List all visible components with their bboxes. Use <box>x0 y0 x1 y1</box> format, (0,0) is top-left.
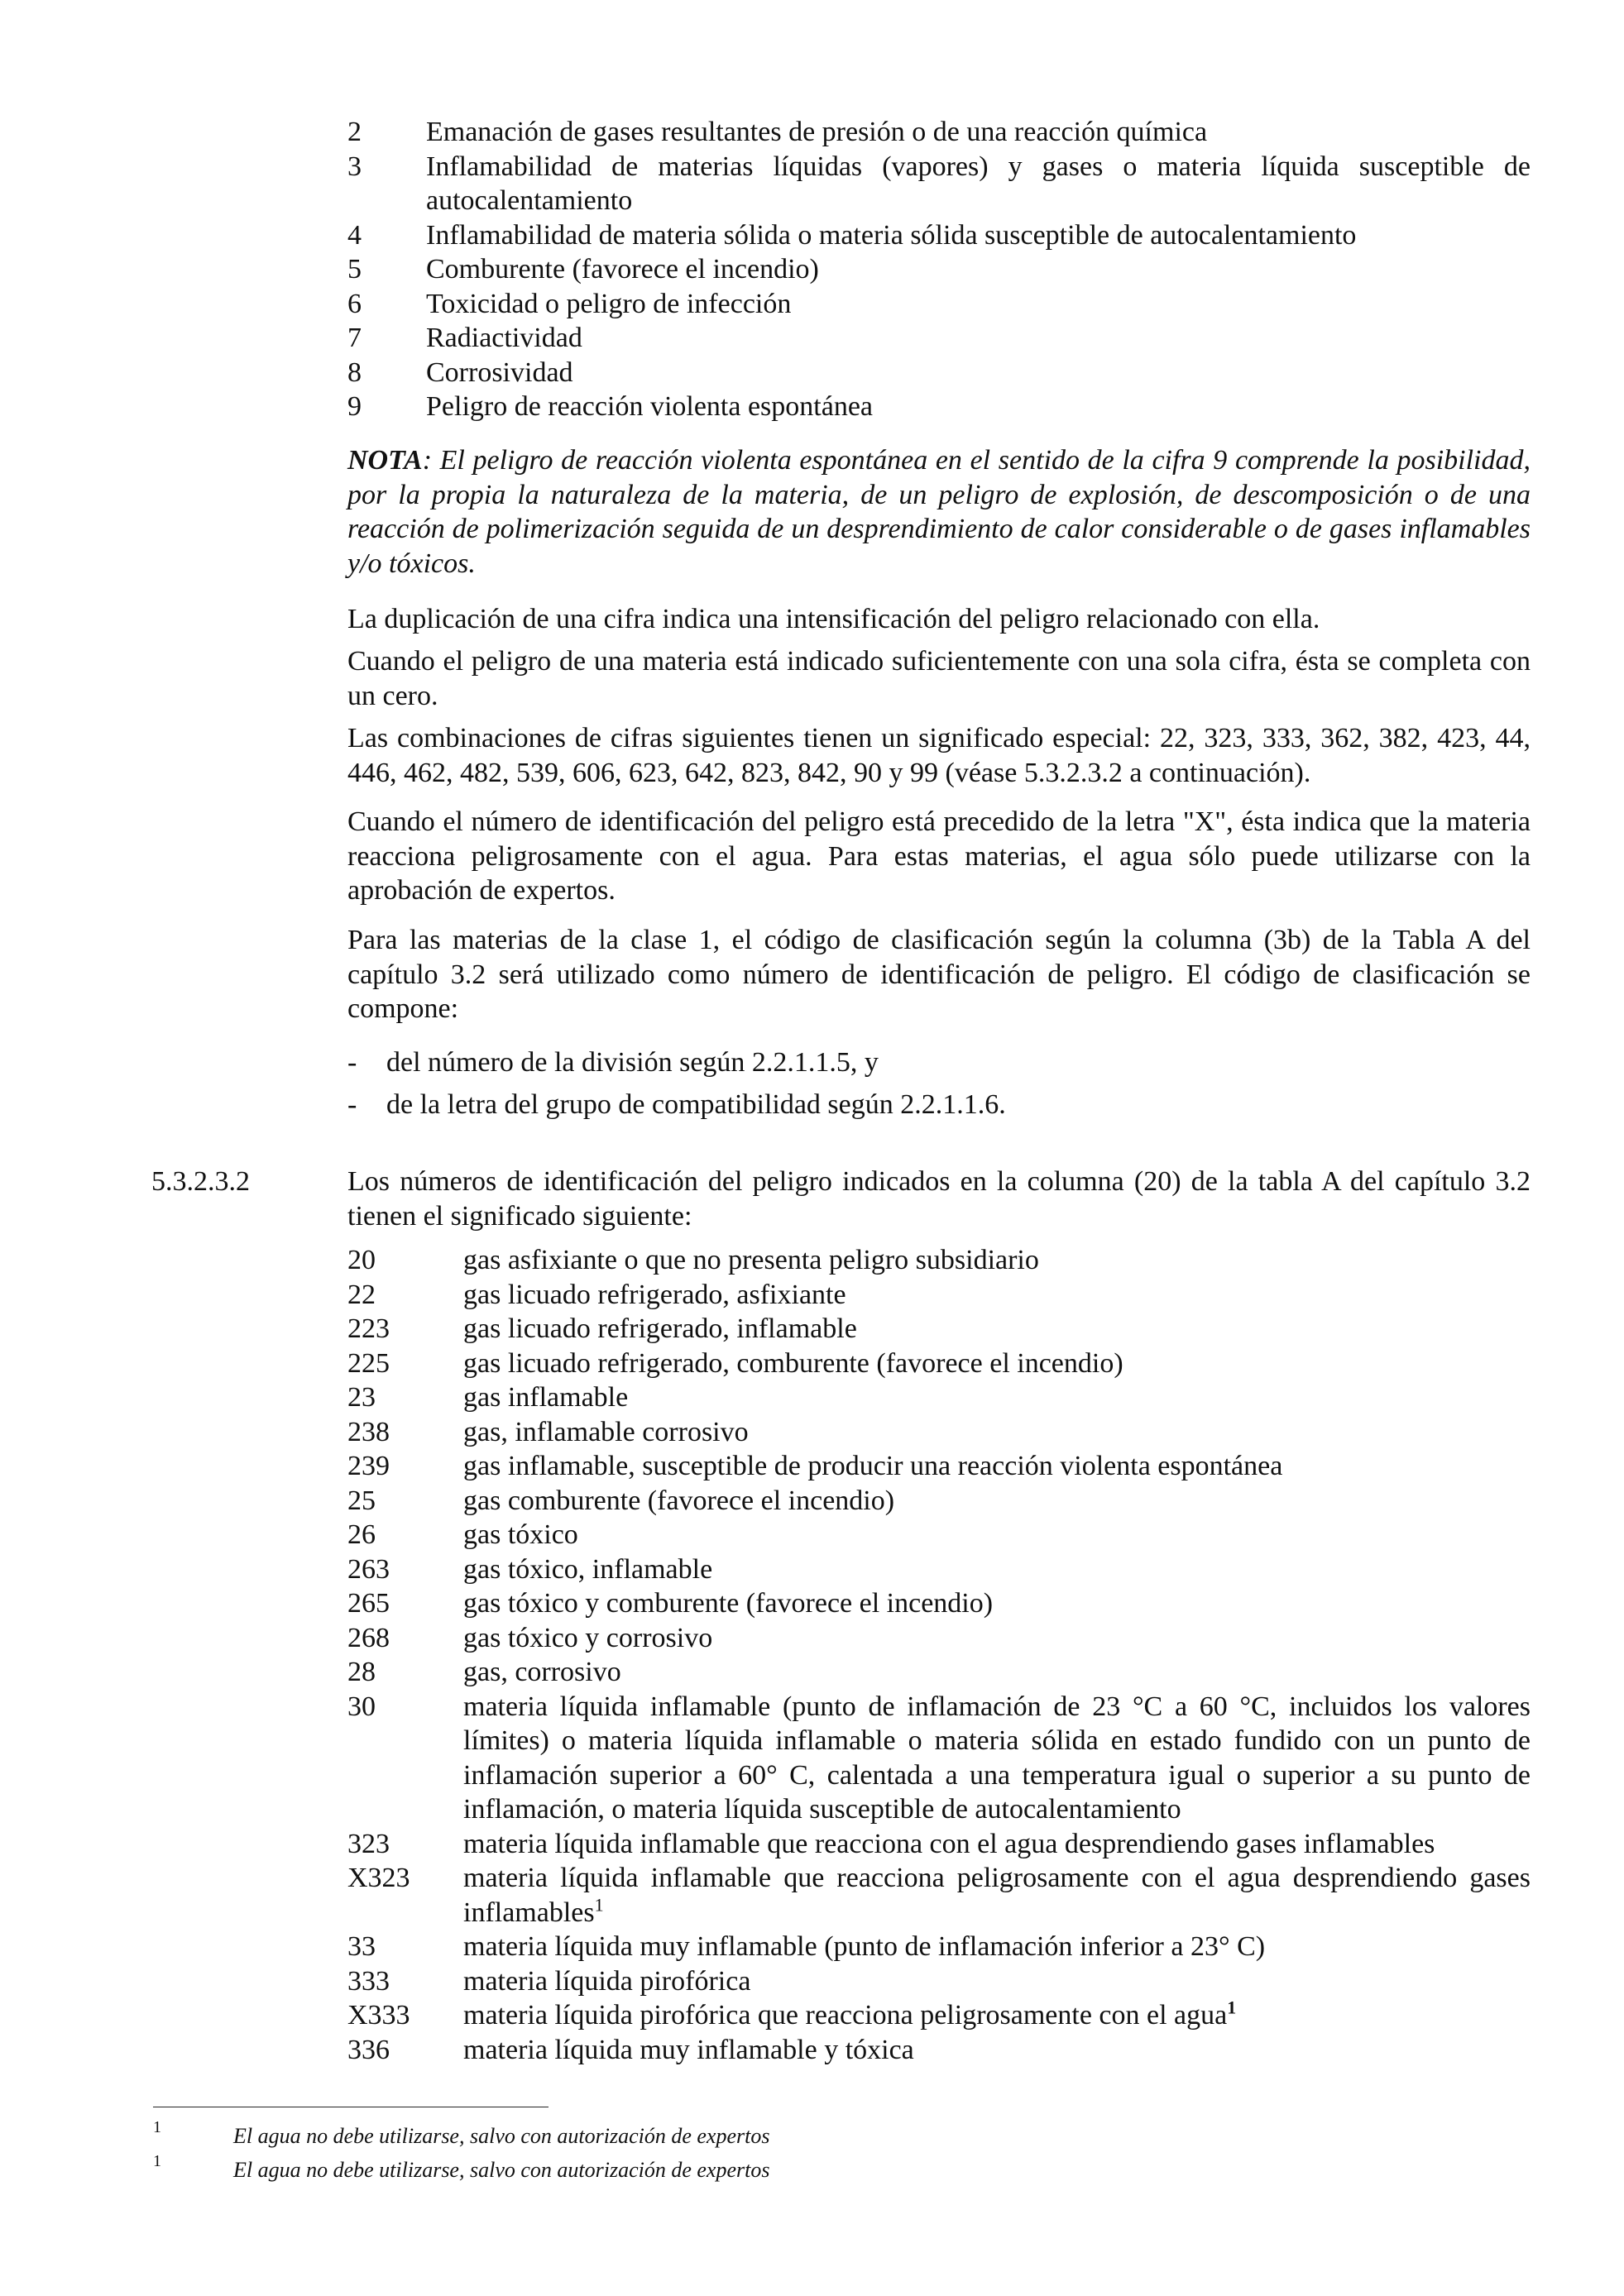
hazard-description <box>463 1861 1531 1930</box>
hazard-code: 333 <box>347 1965 390 1997</box>
hazard-code: 223 <box>347 1313 390 1344</box>
table-row <box>347 1449 1531 1484</box>
paragraph-class-1: Para las materias de la clase 1, el código de clasificación según la columna (3b) de la Tabla A del capítulo 3.2 será utilizado como número de identificación de peligro. El código de clasificación se compone: <box>347 925 1531 1024</box>
hazard-description: gas licuado refrigerado, comburente (favorece el incendio) <box>463 1347 1123 1379</box>
table-row <box>347 1998 1531 2033</box>
dash-list <box>347 1045 1531 1122</box>
list-item <box>347 1045 1531 1080</box>
note-label: NOTA <box>347 445 423 476</box>
table-row <box>347 1243 1531 1278</box>
table-row <box>347 1415 1531 1450</box>
item-text: Comburente (favorece el incendio) <box>426 254 819 285</box>
hazard-code: 26 <box>347 1519 376 1550</box>
hazard-description: gas tóxico <box>463 1519 578 1550</box>
table-row <box>347 1380 1531 1415</box>
hazard-code: 33 <box>347 1931 376 1962</box>
description-text: materia líquida inflamable que reacciona peligrosamente con el agua desprendiendo gases inflamables <box>463 1863 1531 1928</box>
hazard-code: 268 <box>347 1622 390 1653</box>
table-row <box>347 1518 1531 1552</box>
item-text: del número de la división según 2.2.1.1.5, y <box>386 1047 879 1078</box>
table-row <box>347 1347 1531 1381</box>
hazard-description: gas, corrosivo <box>463 1657 621 1687</box>
section-intro: Los números de identificación del peligro indicados en la columna (20) de la tabla A del capítulo 3.2 tienen el significado siguiente: <box>347 1166 1531 1232</box>
hazard-code: X323 <box>347 1863 410 1893</box>
hazard-description <box>463 1998 1531 2033</box>
hazard-digit-list <box>347 115 1531 424</box>
hazard-description: gas licuado refrigerado, inflamable <box>463 1313 857 1344</box>
list-item <box>347 218 1531 253</box>
item-text: Inflamabilidad de materia sólida o materia sólida susceptible de autocalentamiento <box>426 219 1357 251</box>
paragraph-duplication: La duplicación de una cifra indica una intensificación del peligro relacionado con ella. <box>347 604 1320 634</box>
item-text: Peligro de reacción violenta espontánea <box>426 391 873 422</box>
table-row <box>347 1312 1531 1347</box>
hazard-code: 23 <box>347 1382 376 1413</box>
item-text: de la letra del grupo de compatibilidad según 2.2.1.1.6. <box>386 1088 1006 1120</box>
hazard-description: gas, inflamable corrosivo <box>463 1416 749 1447</box>
hazard-code: 22 <box>347 1279 376 1310</box>
note-text: : El peligro de reacción violenta espontánea en el sentido de la cifra 9 comprende la posibilidad, por la propia la naturaleza de la materia, de un peligro de explosión, de descomposición o de una reacción de polimerización seguida de un desprendimiento de calor considerable o de gases inflamables y/o tóxicos. <box>347 445 1531 579</box>
description-text: materia líquida pirofórica que reacciona peligrosamente con el agua <box>463 2000 1228 2031</box>
hazard-code-list <box>347 1243 1531 2067</box>
hazard-code: 28 <box>347 1657 376 1687</box>
hazard-description: gas licuado refrigerado, asfixiante <box>463 1279 846 1310</box>
item-number: 9 <box>347 391 362 422</box>
hazard-code: X333 <box>347 2000 410 2031</box>
table-row <box>347 1278 1531 1313</box>
table-row <box>347 1621 1531 1656</box>
footnote-mark: 1 <box>153 2152 161 2170</box>
hazard-description: gas inflamable <box>463 1382 629 1413</box>
table-row <box>347 1930 1531 1964</box>
hazard-code: 20 <box>347 1245 376 1275</box>
table-row <box>347 1484 1531 1519</box>
hazard-code: 30 <box>347 1691 376 1722</box>
hazard-code: 263 <box>347 1553 390 1585</box>
hazard-code: 239 <box>347 1451 390 1481</box>
list-item <box>347 356 1531 390</box>
table-row <box>347 2033 1531 2068</box>
section-number: 5.3.2.3.2 <box>151 1166 250 1197</box>
item-number: 4 <box>347 219 362 251</box>
paragraph-combinations: Las combinaciones de cifras siguientes tienen un significado especial: 22, 323, 333, 362, 382, 423, 44, 446, 462, 482, 539, 606, 623, 642, 823, 842, 90 y 99 (véase 5.3.2.3.2 a continuación). <box>347 723 1531 788</box>
hazard-description: materia líquida inflamable (punto de inflamación de 23 °C a 60 °C, incluidos los valores límites) o materia líquida inflamable o materia sólida en estado fundido con un punto de inflamación superior a 60° C, calentada a una temperatura igual o superior a su punto de inflamación, o materia líquida susceptible de autocalentamiento <box>463 1691 1531 1825</box>
hazard-code: 238 <box>347 1416 390 1447</box>
paragraph-single-digit: Cuando el peligro de una materia está indicado suficientemente con una sola cifra, ésta se completa con un cero. <box>347 646 1531 711</box>
hazard-description: gas inflamable, susceptible de producir una reacción violenta espontánea <box>463 1451 1283 1481</box>
list-item <box>347 115 1531 150</box>
item-number: 6 <box>347 288 362 319</box>
footnote <box>153 2153 769 2188</box>
item-text: Toxicidad o peligro de infección <box>426 288 792 319</box>
list-item <box>347 150 1531 218</box>
item-number: 7 <box>347 323 362 353</box>
footnote-text: El agua no debe utilizarse, salvo con autorización de expertos <box>233 2124 770 2148</box>
dash-bullet: - <box>347 1047 357 1078</box>
list-item <box>347 252 1531 287</box>
item-text: Inflamabilidad de materias líquidas (vapores) y gases o materia líquida susceptible de autocalentamiento <box>426 151 1531 216</box>
hazard-description: gas asfixiante o que no presenta peligro subsidiario <box>463 1245 1039 1275</box>
list-item <box>347 1088 1531 1122</box>
table-row <box>347 1655 1531 1690</box>
list-item <box>347 287 1531 322</box>
hazard-code: 25 <box>347 1485 376 1516</box>
footnote-text: El agua no debe utilizarse, salvo con autorización de expertos <box>233 2158 770 2182</box>
footnote <box>153 2119 769 2154</box>
table-row <box>347 1964 1531 1999</box>
footnote-ref: 1 <box>1227 1997 1237 2018</box>
note-paragraph <box>347 443 1531 581</box>
hazard-description: materia líquida muy inflamable y tóxica <box>463 2034 914 2065</box>
table-row <box>347 1586 1531 1621</box>
item-number: 8 <box>347 356 362 388</box>
hazard-description: gas tóxico, inflamable <box>463 1553 713 1585</box>
hazard-code: 323 <box>347 1828 390 1859</box>
hazard-code: 225 <box>347 1347 390 1379</box>
item-number: 3 <box>347 151 362 182</box>
list-item <box>347 390 1531 424</box>
paragraph-x-prefix: Cuando el número de identificación del peligro está precedido de la letra "X", ésta indica que la materia reacciona peligrosamente con el agua. Para estas materias, el agua sólo puede utilizarse con la aprobación de expertos. <box>347 806 1531 906</box>
hazard-description: gas tóxico y corrosivo <box>463 1622 713 1653</box>
hazard-description: gas tóxico y comburente (favorece el incendio) <box>463 1588 994 1619</box>
hazard-description: materia líquida pirofórica <box>463 1965 751 1997</box>
table-row <box>347 1861 1531 1930</box>
item-text: Radiactividad <box>426 323 582 353</box>
hazard-description: materia líquida muy inflamable (punto de inflamación inferior a 23° C) <box>463 1931 1266 1962</box>
item-text: Emanación de gases resultantes de presión o de una reacción química <box>426 117 1208 147</box>
hazard-code: 265 <box>347 1588 390 1619</box>
table-row <box>347 1827 1531 1862</box>
item-number: 5 <box>347 254 362 285</box>
item-number: 2 <box>347 117 362 147</box>
table-row <box>347 1552 1531 1587</box>
footnote-ref: 1 <box>594 1894 604 1916</box>
hazard-code: 336 <box>347 2034 390 2065</box>
table-row <box>347 1690 1531 1827</box>
hazard-description: materia líquida inflamable que reacciona con el agua desprendiendo gases inflamables <box>463 1828 1435 1859</box>
footnote-mark: 1 <box>153 2118 161 2136</box>
item-text: Corrosividad <box>426 356 573 388</box>
dash-bullet: - <box>347 1088 357 1120</box>
list-item <box>347 321 1531 356</box>
hazard-description: gas comburente (favorece el incendio) <box>463 1485 895 1516</box>
